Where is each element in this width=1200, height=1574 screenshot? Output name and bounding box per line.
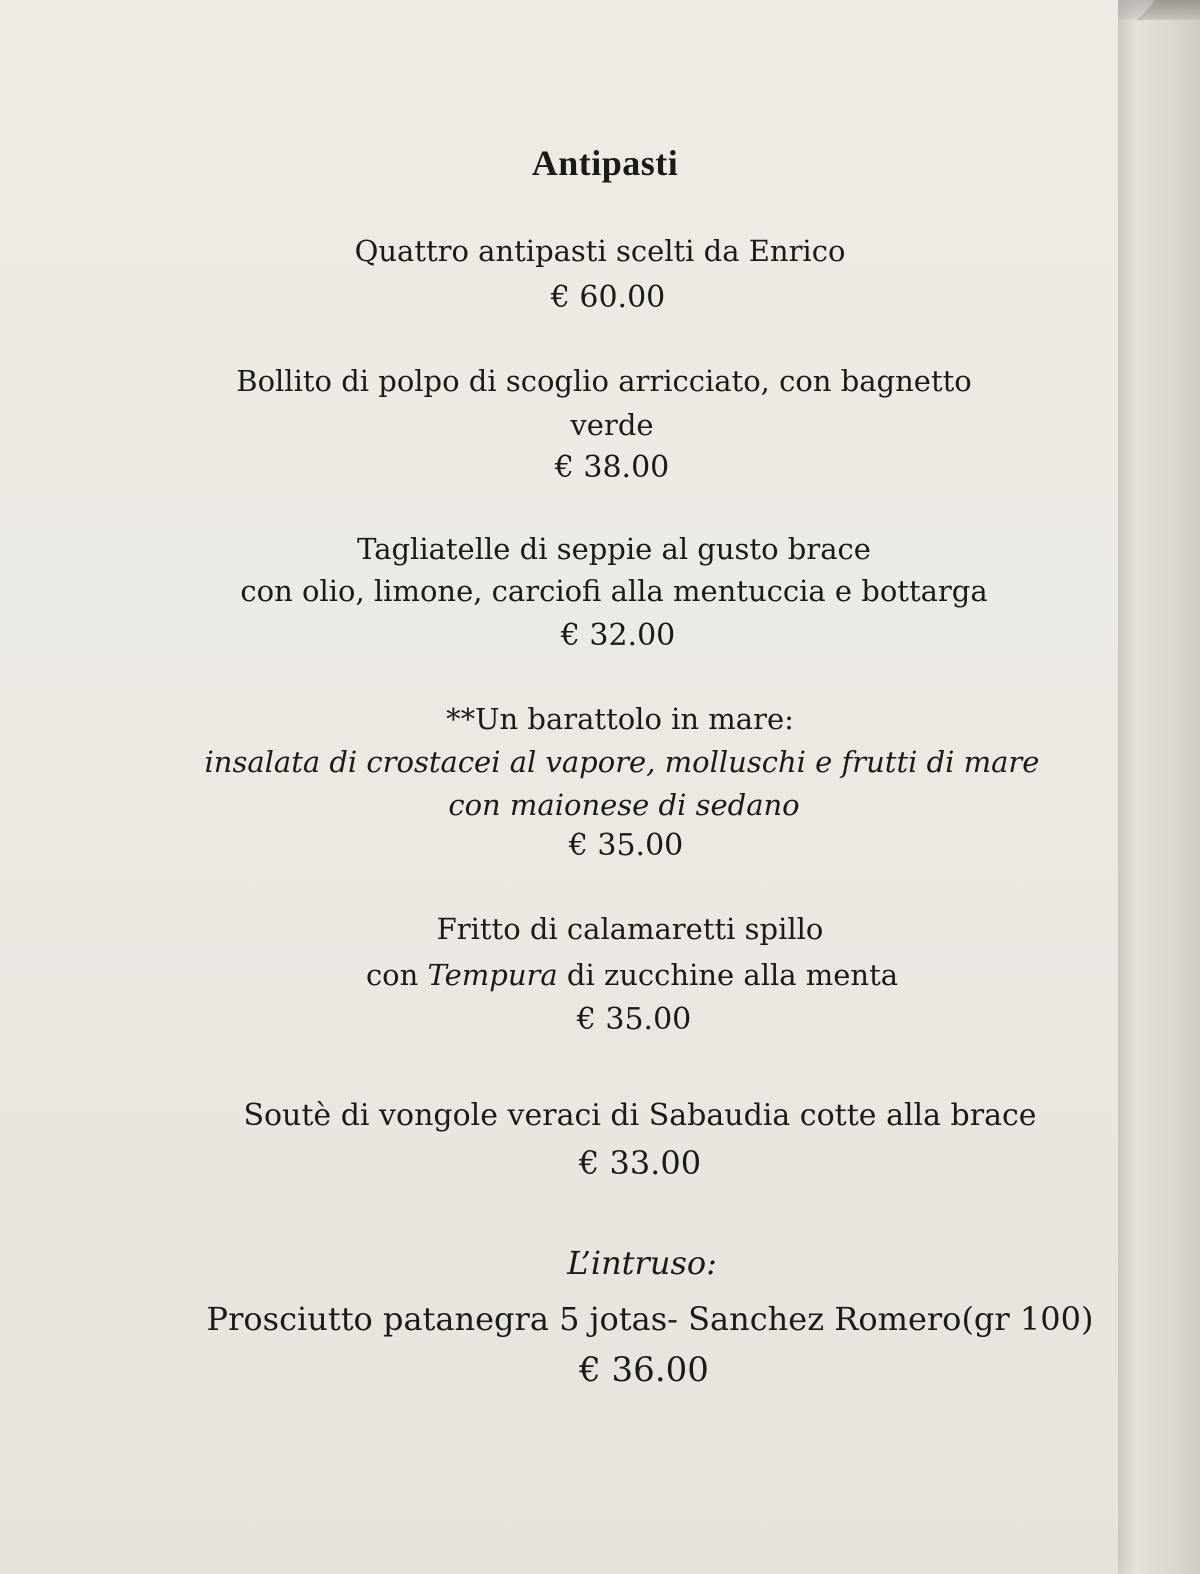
item-7-label: L’intruso: [567,1244,717,1282]
item-5-description-italic: Tempura [427,958,558,992]
item-5-description-suffix: di zucchine alla menta [557,958,899,992]
item-4-description-2: con maionese di sedano [448,788,800,822]
item-6-price: € 33.00 [578,1144,702,1182]
item-3-description: con olio, limone, carciofi alla mentuccia e bottarga [240,574,988,608]
item-1-price: € 60.00 [550,280,666,315]
item-2-name: Bollito di polpo di scoglio arricciato, con bagnetto [236,364,972,398]
section-title: Antipasti [531,143,679,183]
item-3-name: Tagliatelle di seppie al gusto brace [357,532,871,566]
item-5-description-prefix: con [365,958,428,992]
item-2-name-cont: verde [570,408,654,442]
item-6-name: Soutè di vongole veraci di Sabaudia cotte alla brace [243,1098,1037,1133]
item-4-price: € 35.00 [568,828,684,863]
item-2-price: € 38.00 [554,450,670,485]
item-1-name: Quattro antipasti scelti da Enrico [354,234,846,268]
item-4-name: **Un barattolo in mare: [446,702,794,736]
item-5-name: Fritto di calamaretti spillo [436,912,824,946]
item-4-description-1: insalata di crostacei al vapore, molluschi e frutti di mare [204,745,1040,779]
item-5-price: € 35.00 [576,1002,692,1037]
item-7-name: Prosciutto patanegra 5 jotas- Sanchez Romero(gr 100) [206,1300,1094,1338]
item-5-description [32,958,1200,992]
item-7-price: € 36.00 [579,1350,709,1390]
item-3-price: € 32.00 [560,618,676,653]
